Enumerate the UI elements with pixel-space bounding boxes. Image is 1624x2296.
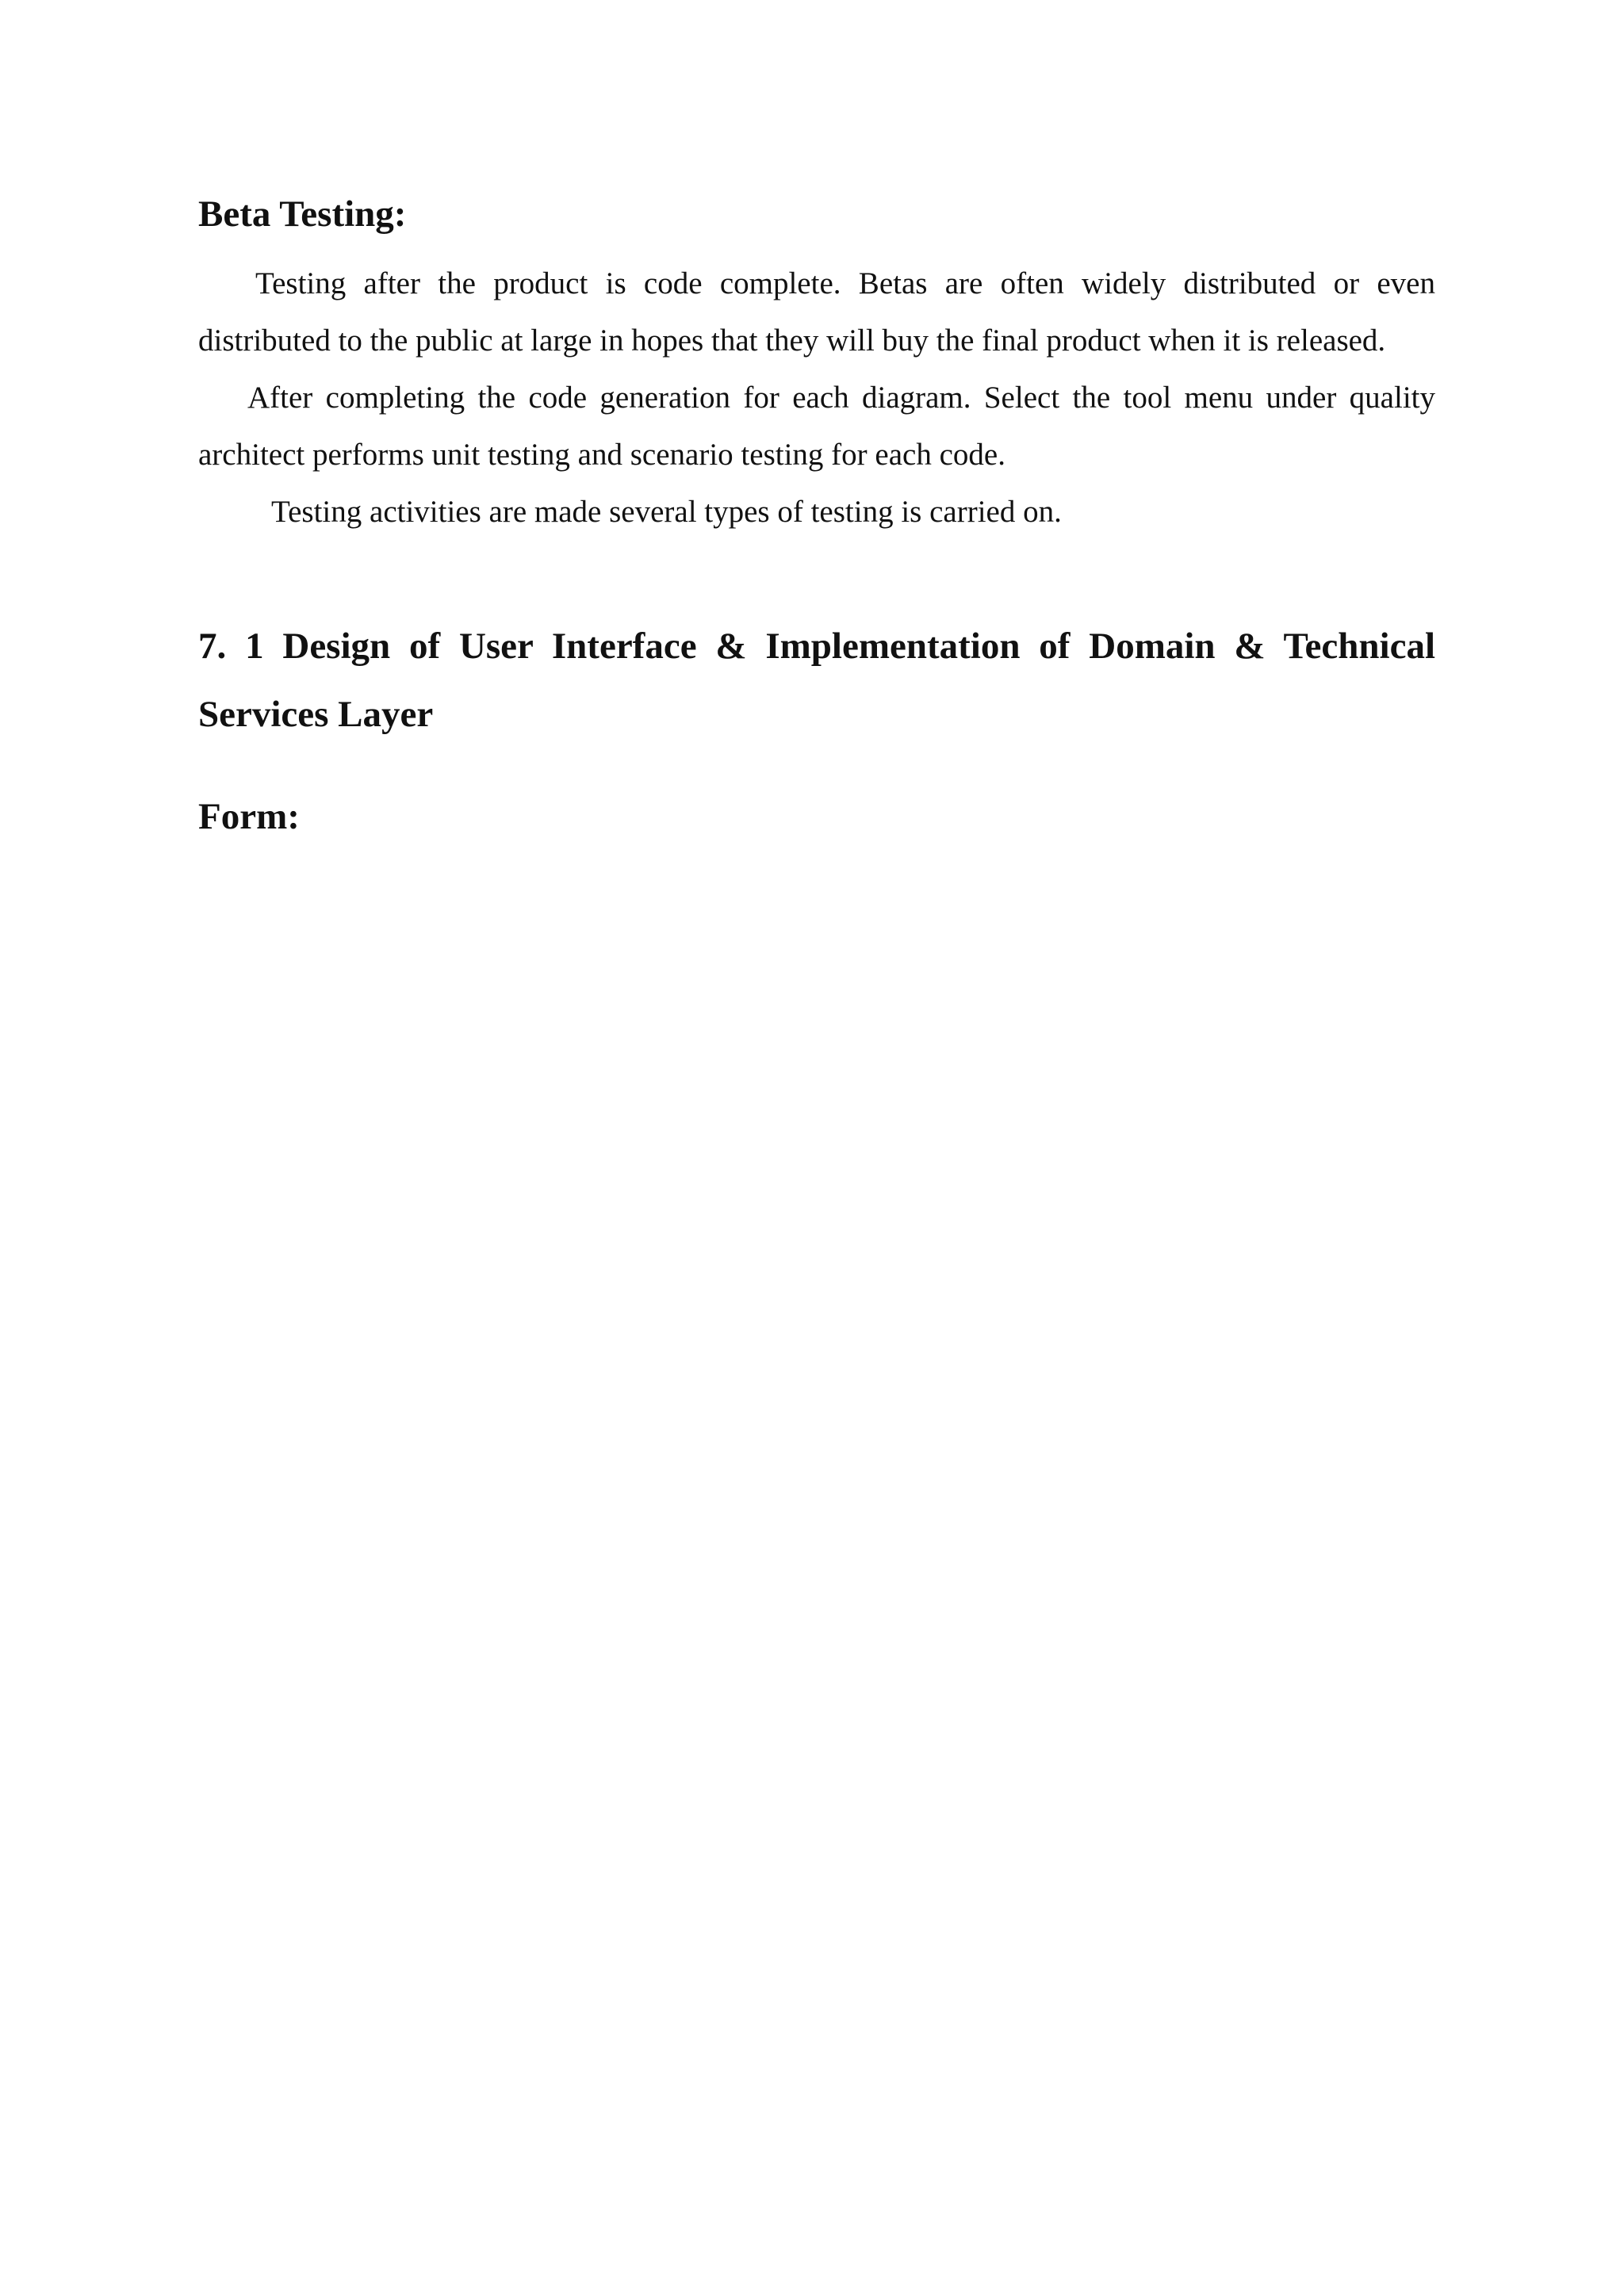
- page-content: [198, 190, 1435, 840]
- form-heading: Form:: [198, 796, 300, 837]
- beta-testing-paragraph-1: Testing after the product is code complete. Betas are often widely distributed or even distributed to the public at large in hopes that they will buy the final product when it is released.: [198, 266, 1435, 358]
- section-7-1-heading: 7. 1 Design of User Interface & Implementation of Domain & Technical Services Layer: [198, 626, 1435, 735]
- beta-testing-paragraph-3: Testing activities are made several types of testing is carried on.: [271, 495, 1062, 529]
- beta-testing-heading: Beta Testing:: [198, 193, 407, 235]
- beta-testing-paragraph-2: After completing the code generation for each diagram. Select the tool menu under quality architect performs unit testing and scenario testing for each code.: [198, 381, 1435, 472]
